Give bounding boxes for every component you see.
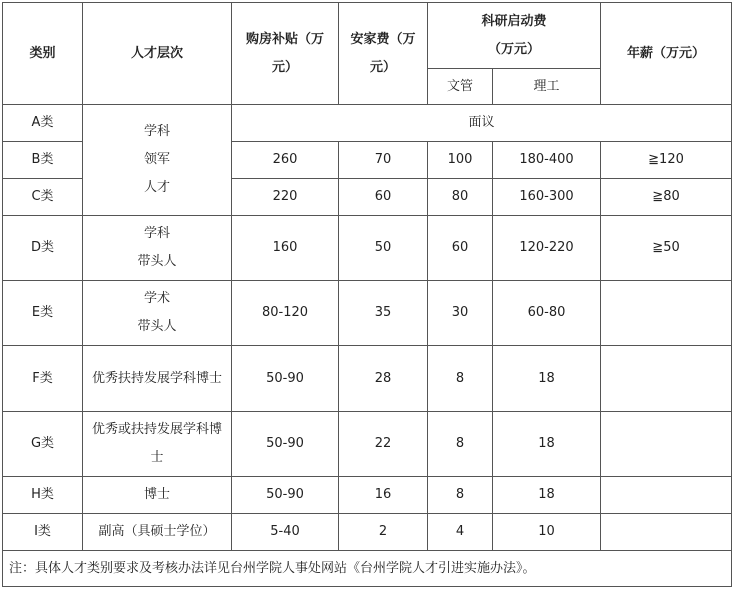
salary-cell	[601, 412, 732, 477]
level-line: 学科	[143, 124, 170, 139]
level-line: 带头人	[137, 254, 177, 269]
category-cell: I类	[3, 514, 83, 551]
settle-cell: 35	[339, 281, 428, 346]
header-science: 理工	[493, 69, 601, 105]
salary-cell	[601, 514, 732, 551]
level-head	[83, 216, 232, 281]
arts-cell: 8	[428, 477, 493, 514]
category-cell: F类	[3, 346, 83, 412]
table-row-f	[3, 346, 732, 412]
salary-cell	[601, 346, 732, 412]
science-cell: 120-220	[493, 216, 601, 281]
settle-cell: 2	[339, 514, 428, 551]
category-cell: G类	[3, 412, 83, 477]
settle-cell: 28	[339, 346, 428, 412]
header-arts: 文管	[428, 69, 493, 105]
housing-cell: 260	[232, 142, 339, 179]
table-row-note	[3, 551, 732, 587]
science-cell: 180-400	[493, 142, 601, 179]
housing-cell: 160	[232, 216, 339, 281]
arts-cell: 100	[428, 142, 493, 179]
header-housing-subsidy: 购房补贴（万元）	[232, 3, 339, 105]
table-row-a	[3, 105, 732, 142]
level-support-dev: 优秀扶持发展学科博士	[83, 346, 232, 412]
arts-cell: 8	[428, 346, 493, 412]
table-row-h	[3, 477, 732, 514]
table-row-i	[3, 514, 732, 551]
arts-cell: 8	[428, 412, 493, 477]
science-cell: 18	[493, 412, 601, 477]
level-line: 学术	[143, 291, 170, 306]
arts-cell: 30	[428, 281, 493, 346]
category-cell: A类	[3, 105, 83, 142]
settle-cell: 60	[339, 179, 428, 216]
science-cell: 18	[493, 477, 601, 514]
science-cell: 160-300	[493, 179, 601, 216]
category-cell: H类	[3, 477, 83, 514]
talent-compensation-table	[2, 2, 732, 587]
arts-cell: 4	[428, 514, 493, 551]
level-associate: 副高（具硕士学位）	[83, 514, 232, 551]
table-row-d	[3, 216, 732, 281]
negotiable-cell: 面议	[232, 105, 732, 142]
category-cell: B类	[3, 142, 83, 179]
category-cell: E类	[3, 281, 83, 346]
header-annual-salary: 年薪（万元）	[601, 3, 732, 105]
level-line: 领军	[143, 152, 170, 167]
table-row-g	[3, 412, 732, 477]
settle-cell: 70	[339, 142, 428, 179]
housing-cell: 50-90	[232, 346, 339, 412]
table-note: 注：具体人才类别要求及考核办法详见台州学院人事处网站《台州学院人才引进实施办法》。	[3, 551, 732, 587]
arts-cell: 80	[428, 179, 493, 216]
science-cell: 60-80	[493, 281, 601, 346]
salary-cell	[601, 477, 732, 514]
settle-cell: 16	[339, 477, 428, 514]
level-leader	[83, 105, 232, 216]
category-cell: C类	[3, 179, 83, 216]
housing-cell: 220	[232, 179, 339, 216]
salary-cell: ≧50	[601, 216, 732, 281]
settle-cell: 50	[339, 216, 428, 281]
level-line: 带头人	[137, 319, 177, 334]
header-research-startup	[428, 3, 601, 69]
category-cell: D类	[3, 216, 83, 281]
level-line: 人才	[143, 180, 170, 195]
science-cell: 18	[493, 346, 601, 412]
level-line: 学科	[143, 226, 170, 241]
header-settlement-fee: 安家费（万元）	[339, 3, 428, 105]
header-talent-level: 人才层次	[83, 3, 232, 105]
housing-cell: 5-40	[232, 514, 339, 551]
level-phd: 博士	[83, 477, 232, 514]
housing-cell: 50-90	[232, 477, 339, 514]
salary-cell	[601, 281, 732, 346]
level-academic-head	[83, 281, 232, 346]
housing-cell: 50-90	[232, 412, 339, 477]
salary-cell: ≧80	[601, 179, 732, 216]
header-category: 类别	[3, 3, 83, 105]
salary-cell: ≧120	[601, 142, 732, 179]
arts-cell: 60	[428, 216, 493, 281]
header-research-label: 科研启动费	[481, 13, 547, 29]
header-research-unit: （万元）	[488, 41, 541, 57]
table-row-e	[3, 281, 732, 346]
science-cell: 10	[493, 514, 601, 551]
housing-cell: 80-120	[232, 281, 339, 346]
settle-cell: 22	[339, 412, 428, 477]
level-excellent-or-support: 优秀或扶持发展学科博士	[83, 412, 232, 477]
